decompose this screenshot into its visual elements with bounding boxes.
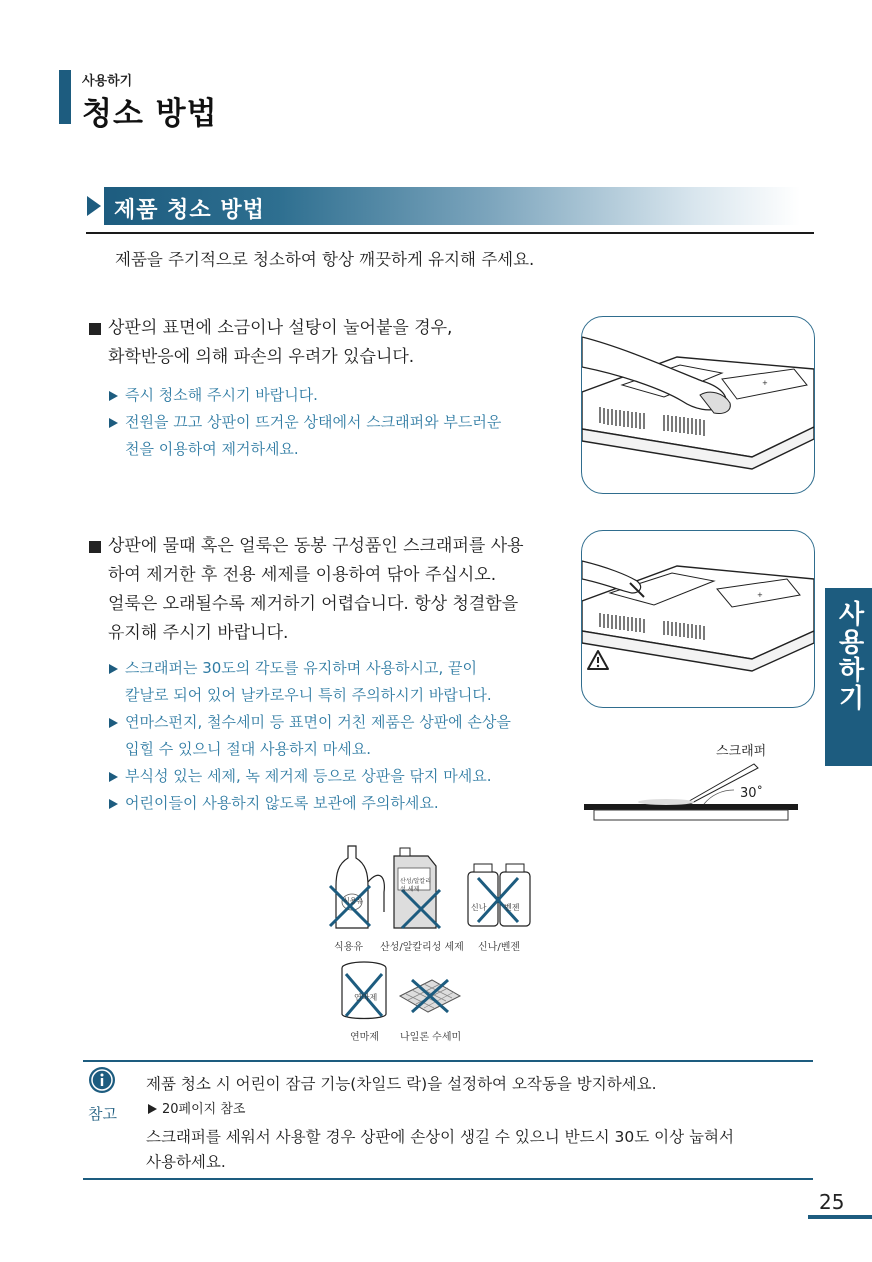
nylon-scrubber-icon [400,980,460,1012]
note-line: 전원을 끄고 상판이 뜨거운 상태에서 스크래퍼와 부드러운 [125,413,502,431]
note-arrow-icon [109,718,118,728]
info-icon [89,1067,115,1093]
block2-note-2 [125,709,511,763]
bottle-item-label: 식용유 [343,897,364,905]
block1-note-1 [125,382,318,409]
page-number: 25 [819,1190,845,1214]
section-divider [86,232,814,234]
block1-text [108,314,452,372]
section-title: 제품 청소 방법 [114,198,265,223]
block2-line: 하여 제거한 후 전용 세제를 이용하여 닦아 주십시오. [108,565,497,585]
block2-note-4 [125,790,439,817]
info-label: 참고 [88,1105,117,1123]
abrasive-tin-icon [342,962,386,1019]
scraper-cooktop-illustration [581,530,815,708]
block1-note-2 [125,409,501,463]
svg-text:+: + [762,379,768,387]
cooking-oil-bottle-icon [330,846,384,928]
note-arrow-icon [109,772,118,782]
section-arrow-icon [87,196,101,216]
prohibited-items-row2 [336,958,466,1024]
note-arrow-icon [109,664,118,674]
prohibited-caption: 연마제 [350,1032,379,1043]
note-line: 부식성 있는 세제, 녹 제거제 등으로 상판을 닦지 마세요. [125,767,492,785]
can-item-label-1: 신나 [471,903,487,912]
block2-note-1 [125,655,492,709]
scraper-angle-diagram [584,758,800,822]
info-line-3: 사용하세요. [146,1153,226,1171]
cooktop-scraper-icon [582,531,814,707]
note-line: 천을 이용하여 제거하세요. [125,440,299,458]
note-arrow-icon [109,391,118,401]
jug-item-label: 산성/알칼리성 세제 [400,878,432,893]
scraper-angle-label: 30˚ [740,786,764,801]
prohibited-caption: 식용유 [334,942,363,953]
svg-text:+: + [757,591,763,599]
info-top-rule [83,1060,813,1062]
block2-note-3 [125,763,491,790]
note-arrow-icon [109,418,118,428]
note-line: 즉시 청소해 주시기 바랍니다. [125,386,318,404]
prohibited-caption: 나일론 수세미 [400,1032,462,1043]
section-intro: 제품을 주기적으로 청소하여 항상 깨끗하게 유지해 주세요. [115,250,535,269]
cleaning-cooktop-illustration [581,316,815,494]
prohibited-caption: 산성/알칼리성 세제 [380,942,464,953]
ref-arrow-icon [148,1104,157,1114]
thinner-benzene-can-icon [468,864,530,926]
note-line: 입힐 수 있으니 절대 사용하지 마세요. [125,740,371,758]
header-subtitle: 사용하기 [82,74,133,89]
header-accent-bar [59,70,71,124]
block2-line: 유지해 주시기 바랍니다. [108,623,289,643]
prohibited-caption: 신나/벤젠 [478,942,521,953]
block1-line: 화학반응에 의해 파손의 우려가 있습니다. [108,347,415,367]
side-tab-label: 사용하기 [834,600,864,712]
note-line: 칼날로 되어 있어 날카로우니 특히 주의하시기 바랍니다. [125,686,492,704]
info-bottom-rule [83,1178,813,1180]
tin-item-label: 연마제 [354,993,378,1002]
note-arrow-icon [109,799,118,809]
scraper-label: 스크래퍼 [716,744,767,759]
info-ref: 20페이지 참조 [162,1102,246,1117]
note-line: 어린이들이 사용하지 않도록 보관에 주의하세요. [125,794,439,812]
block1-line: 상판의 표면에 소금이나 설탕이 눌어붙을 경우, [108,318,453,338]
info-line-2: 스크래퍼를 세워서 사용할 경우 상판에 손상이 생길 수 있으니 반드시 30도 이상 눕혀서 [146,1128,734,1146]
bullet-square-icon [89,323,101,335]
block2-line: 상판에 물때 혹은 얼룩은 동봉 구성품인 스크래퍼를 사용 [108,536,524,556]
block2-line: 얼룩은 오래될수록 제거하기 어렵습니다. 항상 청결함을 [108,594,519,614]
can-item-label-2: 벤젠 [504,903,520,912]
bullet-square-icon [89,541,101,553]
note-line: 스크래퍼는 30도의 각도를 유지하며 사용하시고, 끝이 [125,659,477,677]
block2-text [108,532,524,648]
page-number-rule [808,1215,872,1219]
note-line: 연마스펀지, 철수세미 등 표면이 거친 제품은 상판에 손상을 [125,713,511,731]
info-line-1: 제품 청소 시 어린이 잠금 기능(차일드 락)을 설정하여 오작동을 방지하세요. [146,1075,657,1093]
cooktop-wipe-icon [582,317,814,493]
page-title: 청소 방법 [82,96,218,132]
